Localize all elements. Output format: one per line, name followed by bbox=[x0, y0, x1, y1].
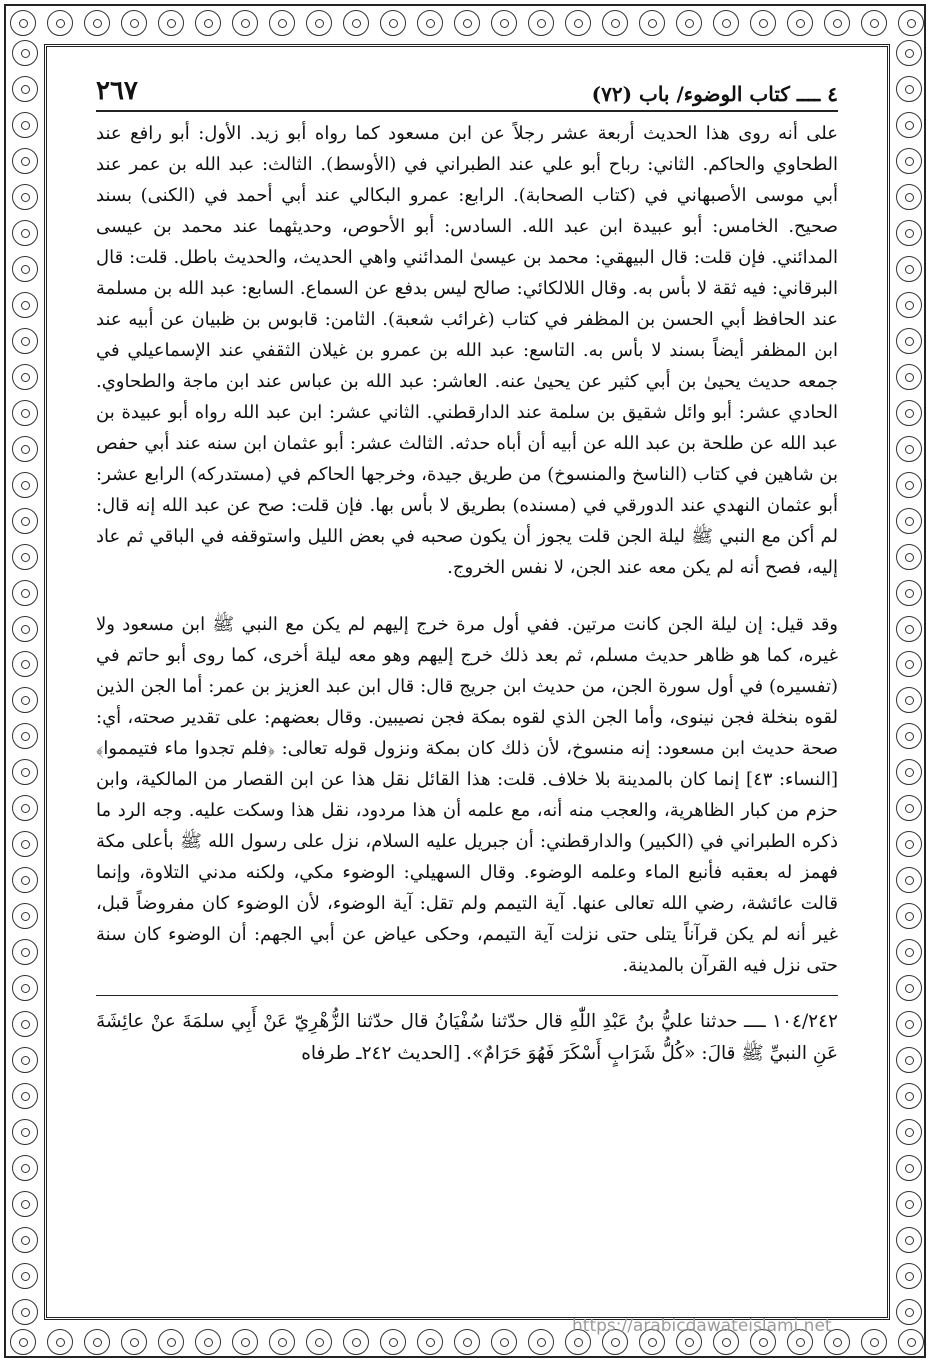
page-body bbox=[96, 118, 838, 1070]
section-divider bbox=[96, 995, 838, 996]
top-ornament-border bbox=[10, 8, 924, 38]
left-ornament-border bbox=[10, 40, 40, 1325]
watermark: https://arabicdawateislami.net bbox=[572, 1316, 832, 1336]
page-header bbox=[96, 66, 838, 112]
right-ornament-border bbox=[894, 40, 924, 1325]
commentary-paragraph-1: على أنه روى هذا الحديث أربعة عشر رجلاً عن ابن مسعود كما رواه أبو زيد. الأول: أبو رافع عند الطحاوي والحاكم. الثاني: رباح أبو علي عند الطبراني في (الأوسط). الثالث: عبد الله بن عمر عند أبي موسى الأصبهاني في (كتاب الصحابة). الرابع: عمرو البكالي عند أبي أحمد في (الكنى) بسند صحيح. الخامس: أبو عبيدة ابن عبد الله. السادس: أبو الأحوص، وحديثهما عند محمد بن عيسى المدائني. فإن قلت: قال البيهقي: محمد بن عيسىٰ المدائني واهي الحديث، والحديث باطل. قلت: قال البرقاني: فيه ثقة لا بأس به. وقال اللالكائي: صالح ليس بدفع عن السماع. السابع: عبد الله بن مسلمة عند الحافظ أبي الحسن بن المظفر في كتاب (غرائب شعبة). الثامن: قابوس بن ظبيان عن أبيه عند ابن المظفر أيضاً بسند لا بأس به. التاسع: عبد الله بن عمرو بن غيلان الثقفي عند الإسماعيلي في جمعه حديث يحيىٰ بن أبي كثير عن يحيىٰ عنه. العاشر: عبد الله بن عباس عند ابن ماجة والطحاوي. الحادي عشر: أبو وائل شقيق بن سلمة عند الدارقطني. الثاني عشر: ابن عبد الله رواه أبو عبيدة بن عبد الله عن طلحة بن عبد الله عن أبيه أن أباه حدثه. الثالث عشر: أبو عثمان ابن سنه عند أبي حفص بن شاهين في كتاب (الناسخ والمنسوخ) من طريق جيدة، وخرجها الحاكم في (مستدركه) الرابع عشر: أبو عثمان النهدي عند الدورقي في (مسنده) بطريق لا بأس بها. فإن قلت: صح عن عبد الله إنه قال: لم أكن مع النبي ﷺ ليلة الجن قلت يجوز أن يكون صحبه في بعض الليل واستوقفه في الباقي ثم عاد إليه، فصح أنه لم يكن معه عند الجن، لا نفس الخروج. bbox=[96, 123, 839, 578]
hadith-text: ١٠٤/٢٤٢ ــــ حدثنا عليُّ بنُ عَبْدِ اللّٰهِ قال حدّثنا سُفْيَانُ قال حدّثنا الزُّهْرِيّ عَنْ أَبِي سلمَةَ عنْ عائِشَةَ عَنِ النبيِّ ﷺ قالَ: «كُلُّ شَرَابٍ أَسْكَرَ فَهُوَ حَرَامٌ». [الحديث ٢٤٢ـ طرفاه bbox=[96, 1011, 838, 1064]
commentary-paragraph-2: وقد قيل: إن ليلة الجن كانت مرتين. ففي أول مرة خرج إليهم لم يكن مع النبي ﷺ ابن مسعود ولا غيره، كما هو ظاهر حديث مسلم، ثم بعد ذلك خرج إليهم وهو معه ليلة أخرى، كما روى أبو حاتم في (تفسيره) في أول سورة الجن، من حديث ابن جريج قال: قال ابن عبد العزيز بن عمر: أما الجن الذين لقوه بنخلة فجن نينوى، وأما الجن الذي لقوه بمكة فجن نصيبين. وقال بعضهم: على تقدير صحته، أي: صحة حديث ابن مسعود: إنه منسوخ، لأن ذلك كان بمكة ونزول قوله تعالى: ﴿فلم تجدوا ماء فتيمموا﴾ [النساء: ٤٣] إنما كان بالمدينة بلا خلاف. قلت: هذا القائل نقل هذا عن ابن القصار من المالكية، وابن حزم من كبار الظاهرية، والعجب منه أنه، مع علمه أن هذا مردود، نقل هذا وسكت عليه. وجه الرد ما ذكره الطبراني في (الكبير) والدارقطني: أن جبريل عليه السلام، نزل على رسول الله ﷺ بأعلى مكة فهمز له بعقبه فأنبع الماء وعلمه الوضوء. وقال السهيلي: الوضوء مكي، ولكنه مدني التلاوة، وإنما قالت عائشة، رضي الله تعالى عنها. آية التيمم ولم تقل: آية الوضوء، لأن الوضوء كان مفروضاً قبل، غير أنه لم يكن قرآناً يتلى حتى نزلت آية التيمم، وحكى عياض عن أبي الجهم: أن الوضوء كان سنة حتى نزل فيه القرآن بالمدينة. bbox=[96, 614, 838, 976]
running-head: ٤ ــــ كتاب الوضوء/ باب (٧٢) bbox=[591, 82, 838, 106]
page-number: ٢٦٧ bbox=[96, 76, 138, 106]
